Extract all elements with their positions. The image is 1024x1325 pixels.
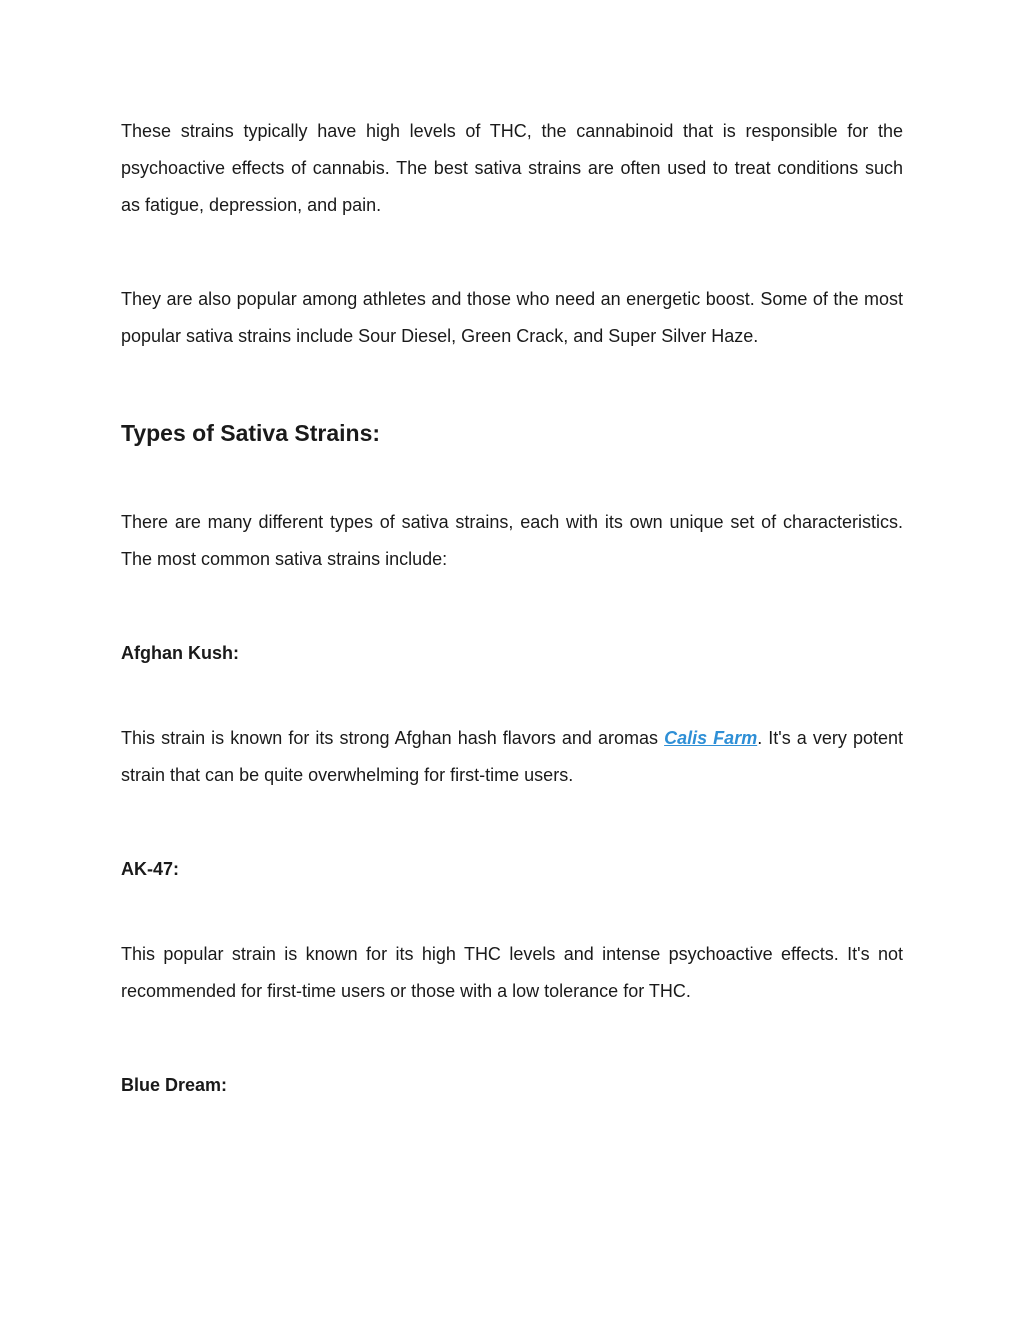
- heading-types-of-sativa: Types of Sativa Strains:: [121, 420, 381, 446]
- afghan-text-before-link: This strain is known for its strong Afghan hash flavors and aromas: [121, 728, 665, 748]
- calis-farm-link[interactable]: Calis Farm: [664, 728, 758, 748]
- paragraph-thc-levels: These strains typically have high levels of THC, the cannabinoid that is responsible for the psychoactive effects of cannabis. The best sativa strains are often used to treat conditions such as fatigue, depression, and pain.: [121, 121, 903, 215]
- paragraph-ak47: This popular strain is known for its high THC levels and intense psychoactive effects. It's not recommended for first-time users or those with a low tolerance for THC.: [121, 944, 903, 1001]
- heading-afghan-kush: Afghan Kush:: [121, 643, 239, 663]
- paragraph-popular-strains: They are also popular among athletes and those who need an energetic boost. Some of the most popular sativa strains include Sour Diesel, Green Crack, and Super Silver Haze.: [121, 289, 903, 346]
- heading-ak47: AK-47:: [121, 859, 180, 879]
- afghan-text-after-link: . It's a very potent strain that can be quite overwhelming for first-time users.: [121, 728, 903, 785]
- paragraph-types-intro: There are many different types of sativa strains, each with its own unique set of characteristics. The most common sativa strains include:: [121, 512, 903, 569]
- heading-blue-dream: Blue Dream:: [121, 1075, 228, 1095]
- paragraph-afghan-kush: [121, 720, 903, 794]
